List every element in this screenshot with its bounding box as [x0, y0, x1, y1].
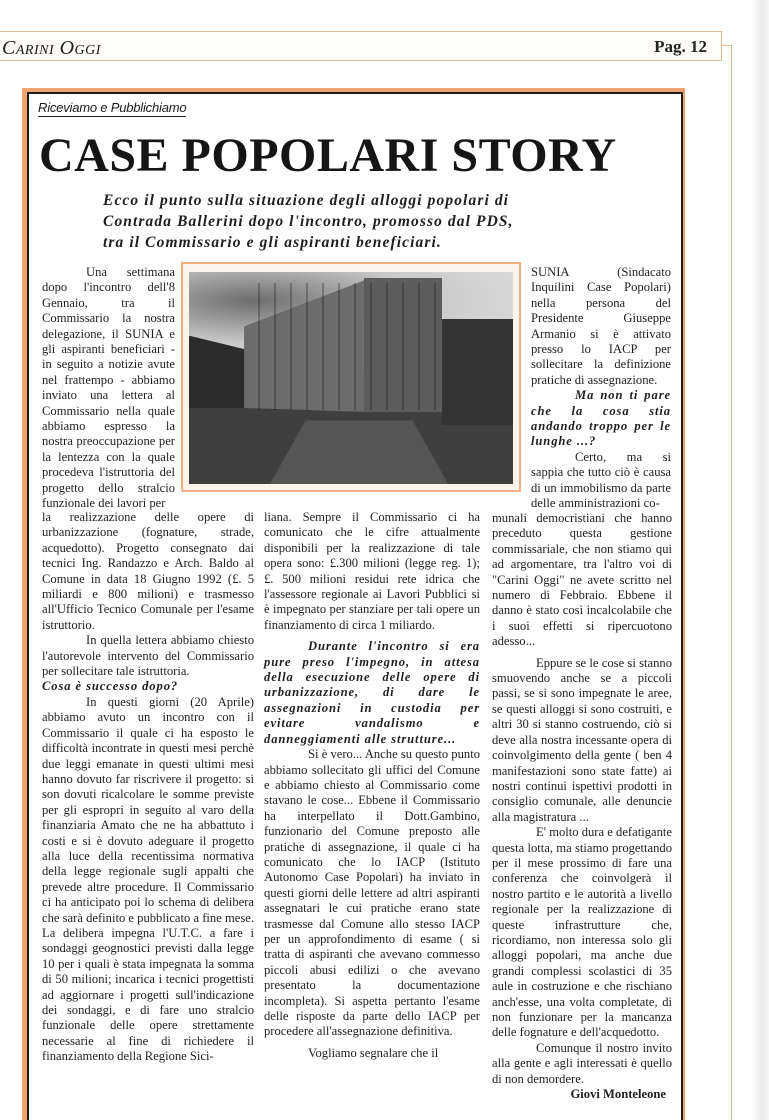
- building-photo: [189, 272, 513, 484]
- paragraph: In questi giorni (20 Aprile) abbiamo avuto un incontro con il Commissario il quale ci ha esposto le difficoltà incontrate in questi mesi perchè due leggi emanate in questi ultimi mesi hanno dovuto far riscrivere il progetto: si son dovuti ricalcolare le somme previste per gli espropri in seguito al varo della finanziaria Amato che ne ha abbattuto i costi e si è dovuto adeguare il progetto alla luce della recentissima normativa della legge regionale sugli appalti che prevede altre procedure. Il Commissario ci ha anticipato poi lo schema di delibera che sarà definito e pubblicato a fine mese. La delibera impegna l'U.T.C. a fare i sondaggi geognostici previsti dalla legge 10 per i quali è stata impegnata la somma di 50 milioni; incarica i tecnici progettisti ad aggiornare i progetti sull'indicazione dei sondaggi, e di fare uno stralcio funzionale delle opere strettamente necessarie al fine di richiedere il finanziamento della Regione Sici-: [42, 694, 254, 1064]
- paragraph: munali democristiani che hanno preceduto questa gestione commissariale, che non stiamo qui ad argomentare, tra l'altro voi di "Carini Oggi" ne avete scritto nel numero di Febbraio. Ebbene il danno è stato così incalcolabile che i suoi effetti si ripercuotono adesso...: [492, 511, 672, 649]
- paragraph: liana. Sempre il Commissario ci ha comunicato che le cifre attualmente disponibili per la realizzazione di tale opera sono: £.300 milioni (legge reg. 1); £. 500 milioni residui rete idrica che l'assessore regionale ai Lavori Pubblici si è impegnato per stanziare per tali opere un finanziamento di circa 1 miliardo.: [264, 510, 480, 632]
- paragraph: Comunque il nostro invito alla gente e agli interessati è quello di non demordere.: [492, 1040, 672, 1086]
- paragraph: Eppure se le cose si stanno smuovendo anche se a piccoli passi, se si sono impegnate le aree, se questi alloggi si sono costruiti, e altri 30 si stanno costruendo, ciò si deve alla nostra incessante opera di coinvolgimento della gente ( ben 4 manifestazioni sono state fatte) ai nostri continui ispettivi prodotti in consiglio comunale, alle denuncie alla magistratura ...: [492, 655, 672, 824]
- page-rule-vertical: [731, 45, 732, 1120]
- paragraph: SUNIA (Sindacato Inquilini Case Popolari) nella persona del Presidente Giuseppe Armanio si è attivato presso lo IACP per sollecitare la definizione pratiche di assegnazione.: [531, 265, 671, 387]
- page-edge-shadow: [752, 0, 769, 1120]
- headline: CASE POPOLARI STORY: [39, 129, 617, 182]
- photo-frame: [181, 262, 521, 492]
- paragraph: In quella lettera abbiamo chiesto l'autorevole intervento del Commissario per sollecitare tale istruttoria.: [42, 633, 254, 679]
- column-1-top: [42, 265, 175, 512]
- page-number: Pag. 12: [654, 37, 707, 56]
- column-3-top: [531, 265, 671, 512]
- column-1: [42, 510, 254, 1065]
- article-inner: [27, 92, 683, 1120]
- column-2: [264, 510, 480, 1061]
- newspaper-title: Carini Oggi: [2, 37, 101, 59]
- paragraph: Certo, ma si sappia che tutto ciò è causa di un immobilismo da parte delle amministrazioni co-: [531, 449, 671, 511]
- paragraph: E' molto dura e defatigante questa lotta, ma stiamo progettando per il mese prossimo di fare una conferenza che coinvolgerà il nostro partito e le autorità a livello regionale per la realizzazione di queste infrastrutture che, ricordiamo, non interessa solo gli alloggi popolari, ma anche due grandi complessi scolastici di 35 aule in costruzione e che rischiano anch'esse, una volta completate, di non funzionare per la mancanza delle fognature e dell'acquedotto.: [492, 825, 672, 1040]
- subhead-line: tra il Commissario e gli aspiranti beneficiari.: [103, 234, 442, 251]
- masthead: [0, 31, 722, 61]
- question: Durante l'incontro si era pure preso l'impegno, in attesa della esecuzione delle opere di urbanizzazione, di dare le assegnazioni in custodia per evitare vandalismo e danneggiamenti alle strutture...: [264, 639, 480, 746]
- column-3: [492, 511, 672, 1102]
- subheadline: [103, 190, 583, 253]
- subhead-line: Contrada Ballerini dopo l'incontro, promosso dal PDS,: [103, 213, 514, 230]
- section-kicker: Riceviamo e Pubblichiamo: [38, 100, 187, 115]
- paragraph: Si è vero... Anche su questo punto abbiamo sollecitato gli uffici del Comune e abbiamo chiesto al Commissario come stavano le cose... Ebbene il Commissario ha interpellato il Dott.Gambino, funzionario del Comune preposto alle pratiche di assegnazione, il quale ci ha comunicato che lo IACP (Istituto Autonomo Case Popolari) ha inviato in questi giorni delle lettere ad altri aspiranti assegnatari le cui pratiche erano state trasmesse dal Comune allo stesso IACP per un approfondimento di esame ( si tratta di aspiranti che avevano commesso piccoli abusi edilizi o che avevano presentato la documentazione incompleta). Si aspetta pertanto l'esame delle risposte da parte dello IACP per procedere all'assegnazione definitiva.: [264, 747, 480, 1039]
- subhead-line: Ecco il punto sulla situazione degli alloggi popolari di: [103, 192, 510, 209]
- paragraph: Vogliamo segnalare che il: [308, 1045, 439, 1060]
- article-box: [22, 88, 685, 1120]
- author-signature: Giovi Monteleone: [570, 1087, 666, 1102]
- paragraph: Una settimana dopo l'incontro dell'8 Gennaio, tra il Commissario la nostra delegazione, il SUNIA e gli aspiranti beneficiari - in seguito a notizie avute nel frattempo - abbiamo inviato una lettera al Commissario nella quale abbiamo espresso la nostra preoccupazione per la lentezza con la quale procedeva l'istruttoria del progetto dello stralcio funzionale dei lavori per: [42, 265, 175, 511]
- question: Cosa è successo dopo?: [42, 679, 179, 694]
- paragraph: la realizzazione delle opere di urbanizzazione (fognature, strade, acquedotto). Progetto consegnato dai tecnici Ing. Randazzo e Arch. Baldo al Comune in data 18 Giugno 1992 (£. 5 miliardi e 800 milioni) e trasmesso all'Ufficio Tecnico Comunale per l'esame istruttorio.: [42, 510, 254, 632]
- question: Ma non ti pare che la cosa stia andando troppo per le lunghe ...?: [531, 388, 671, 449]
